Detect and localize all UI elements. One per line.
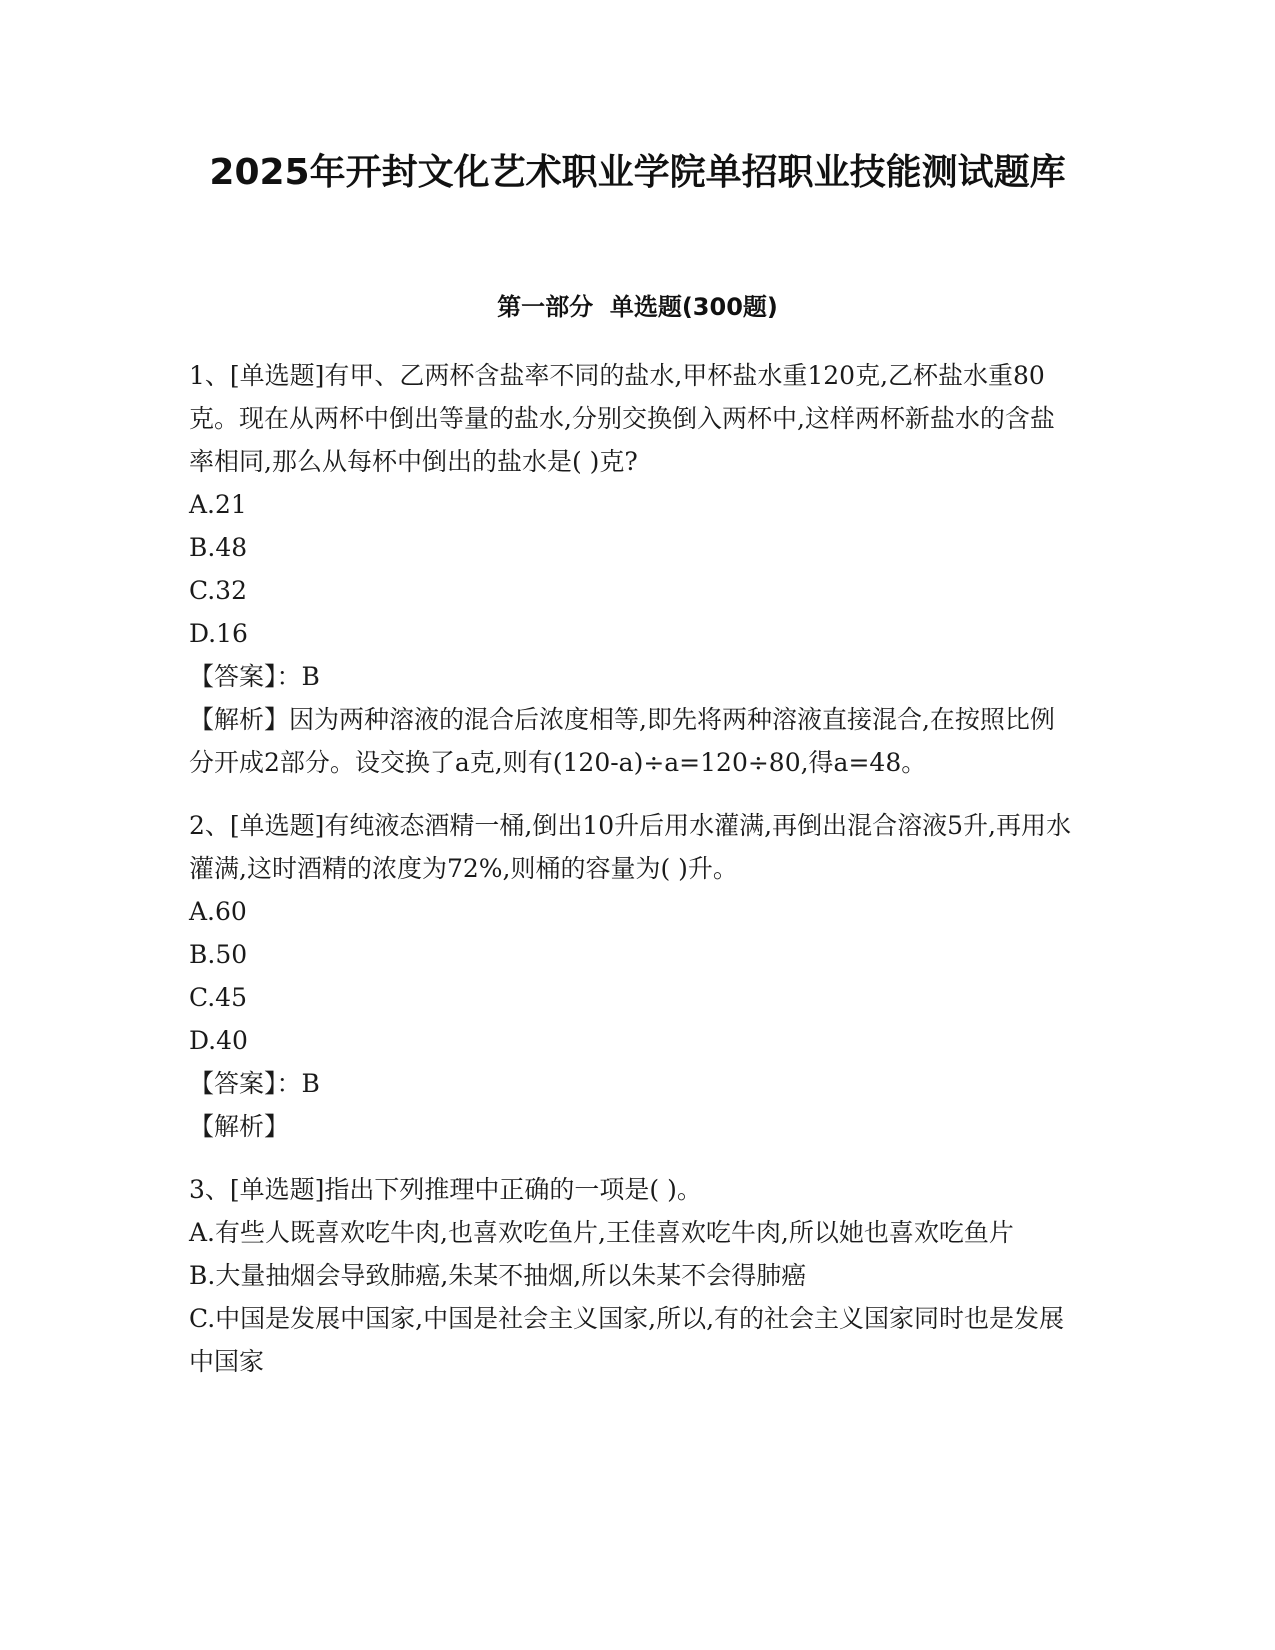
answer-line (189, 655, 1079, 698)
question-1 (189, 354, 1079, 784)
option-c: C.45 (189, 983, 247, 1012)
analysis-line (189, 1105, 1079, 1148)
question-list (189, 354, 1079, 1383)
document-title: 2025年开封文化艺术职业学院单招职业技能测试题库 (209, 152, 1066, 193)
answer-label: 【答案】 (189, 662, 277, 691)
answer-label: 【答案】 (189, 1069, 277, 1098)
answer-line (189, 1062, 1079, 1105)
answer-value: B (301, 1069, 320, 1098)
option-b: B.48 (189, 533, 248, 562)
question-stem: 1、[单选题]有甲、乙两杯含盐率不同的盐水,甲杯盐水重120克,乙杯盐水重80克。现在从两杯中倒出等量的盐水,分别交换倒入两杯中,这样两杯新盐水的含盐率相同,那么从每杯中倒出的盐水是( )克? (189, 361, 1055, 476)
analysis-label: 【解析】 (189, 705, 290, 734)
answer-separator: ： (276, 662, 302, 691)
option-d: D.40 (189, 1026, 248, 1055)
section-title: 第一部分 单选题(300题) (497, 293, 778, 321)
option-c: C.中国是发展中国家,中国是社会主义国家,所以,有的社会主义国家同时也是发展中国家 (189, 1304, 1065, 1376)
analysis-label: 【解析】 (189, 1112, 290, 1141)
option-a: A.21 (189, 490, 247, 519)
analysis-line (189, 698, 1079, 784)
analysis-text: 因为两种溶液的混合后浓度相等,即先将两种溶液直接混合,在按照比例分开成2部分。设交换了a克,则有(120-a)÷a=120÷80,得a=48。 (189, 705, 1055, 777)
option-d: D.16 (189, 619, 248, 648)
option-c: C.32 (189, 576, 247, 605)
option-a: A.60 (189, 897, 247, 926)
answer-value: B (301, 662, 320, 691)
option-b: B.50 (189, 940, 248, 969)
question-stem: 3、[单选题]指出下列推理中正确的一项是( )。 (189, 1175, 702, 1204)
question-stem: 2、[单选题]有纯液态酒精一桶,倒出10升后用水灌满,再倒出混合溶液5升,再用水灌满,这时酒精的浓度为72%,则桶的容量为( )升。 (189, 811, 1071, 883)
question-2 (189, 804, 1079, 1148)
answer-separator: ： (276, 1069, 302, 1098)
option-b: B.大量抽烟会导致肺癌,朱某不抽烟,所以朱某不会得肺癌 (189, 1261, 807, 1290)
question-3 (189, 1168, 1079, 1383)
option-a: A.有些人既喜欢吃牛肉,也喜欢吃鱼片,王佳喜欢吃牛肉,所以她也喜欢吃鱼片 (189, 1218, 1014, 1247)
